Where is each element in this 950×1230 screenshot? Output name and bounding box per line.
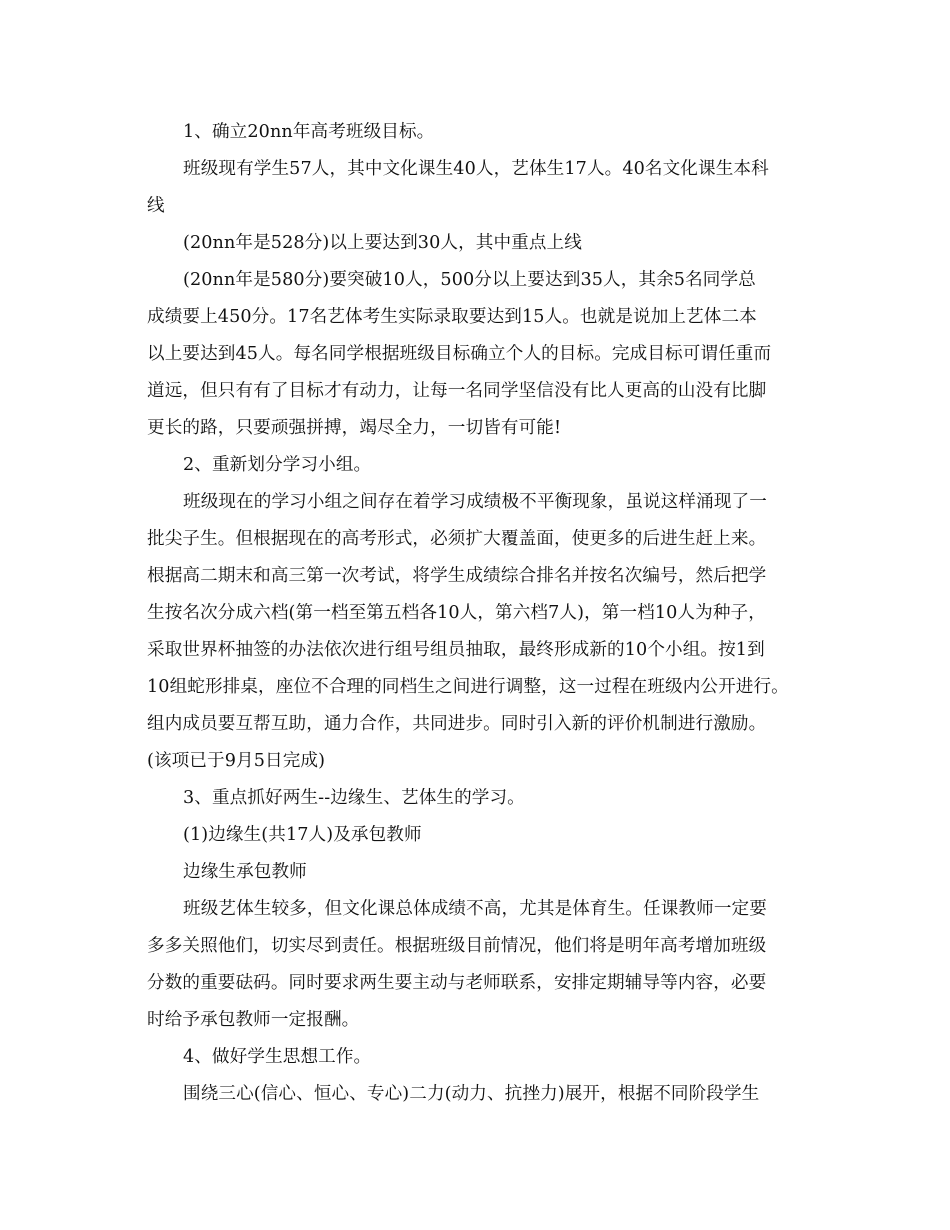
paragraph-line: 组内成员要互帮互助，通力合作，共同进步。同时引入新的评价机制进行激励。 xyxy=(147,714,767,734)
heading-2: 2、重新划分学习小组。 xyxy=(183,455,372,475)
paragraph-line: 采取世界杯抽签的办法依次进行组号组员抽取，最终形成新的10个小组。按1到 xyxy=(147,640,765,660)
heading-1: 1、确立20nn年高考班级目标。 xyxy=(183,122,435,142)
paragraph-line: 线 xyxy=(147,196,165,216)
paragraph-line: 班级现有学生57人，其中文化课生40人，艺体生17人。40名文化课生本科 xyxy=(183,159,769,179)
paragraph-line: (该项已于9月5日完成) xyxy=(147,751,326,771)
paragraph-line: 更长的路，只要顽强拼搏，竭尽全力，一切皆有可能! xyxy=(147,418,562,438)
subheading: (1)边缘生(共17人)及承包教师 xyxy=(183,825,422,845)
paragraph-line: 成绩要上450分。17名艺体考生实际录取要达到15人。也就是说加上艺体二本 xyxy=(147,307,757,327)
paragraph-line: 时给予承包教师一定报酬。 xyxy=(147,1010,360,1030)
subheading: 边缘生承包教师 xyxy=(183,862,307,882)
paragraph-line: 多多关照他们，切实尽到责任。根据班级目前情况，他们将是明年高考增加班级 xyxy=(147,936,767,956)
paragraph-line: 道远，但只有有了目标才有动力，让每一名同学坚信没有比人更高的山没有比脚 xyxy=(147,381,767,401)
paragraph-line: 以上要达到45人。每名同学根据班级目标确立个人的目标。完成目标可谓任重而 xyxy=(147,344,772,364)
paragraph-line: 围绕三心(信心、恒心、专心)二力(动力、抗挫力)展开，根据不同阶段学生 xyxy=(183,1084,760,1104)
paragraph-line: 班级现在的学习小组之间存在着学习成绩极不平衡现象，虽说这样涌现了一 xyxy=(183,492,767,512)
paragraph-line: (20nn年是528分)以上要达到30人，其中重点上线 xyxy=(183,233,582,253)
heading-4: 4、做好学生思想工作。 xyxy=(183,1047,372,1067)
paragraph-line: 10组蛇形排桌，座位不合理的同档生之间进行调整，这一过程在班级内公开进行。 xyxy=(147,677,789,697)
paragraph-line: 根据高二期末和高三第一次考试，将学生成绩综合排名并按名次编号，然后把学 xyxy=(147,566,767,586)
paragraph-line: 生按名次分成六档(第一档至第五档各10人，第六档7人)，第一档10人为种子， xyxy=(147,603,766,623)
paragraph-line: 批尖子生。但根据现在的高考形式，必须扩大覆盖面，使更多的后进生赶上来。 xyxy=(147,529,767,549)
paragraph-line: 分数的重要砝码。同时要求两生要主动与老师联系，安排定期辅导等内容，必要 xyxy=(147,973,767,993)
paragraph-line: (20nn年是580分)要突破10人，500分以上要达到35人，其余5名同学总 xyxy=(183,270,756,290)
paragraph-line: 班级艺体生较多，但文化课总体成绩不高，尤其是体育生。任课教师一定要 xyxy=(183,899,767,919)
heading-3: 3、重点抓好两生--边缘生、艺体生的学习。 xyxy=(183,788,525,808)
